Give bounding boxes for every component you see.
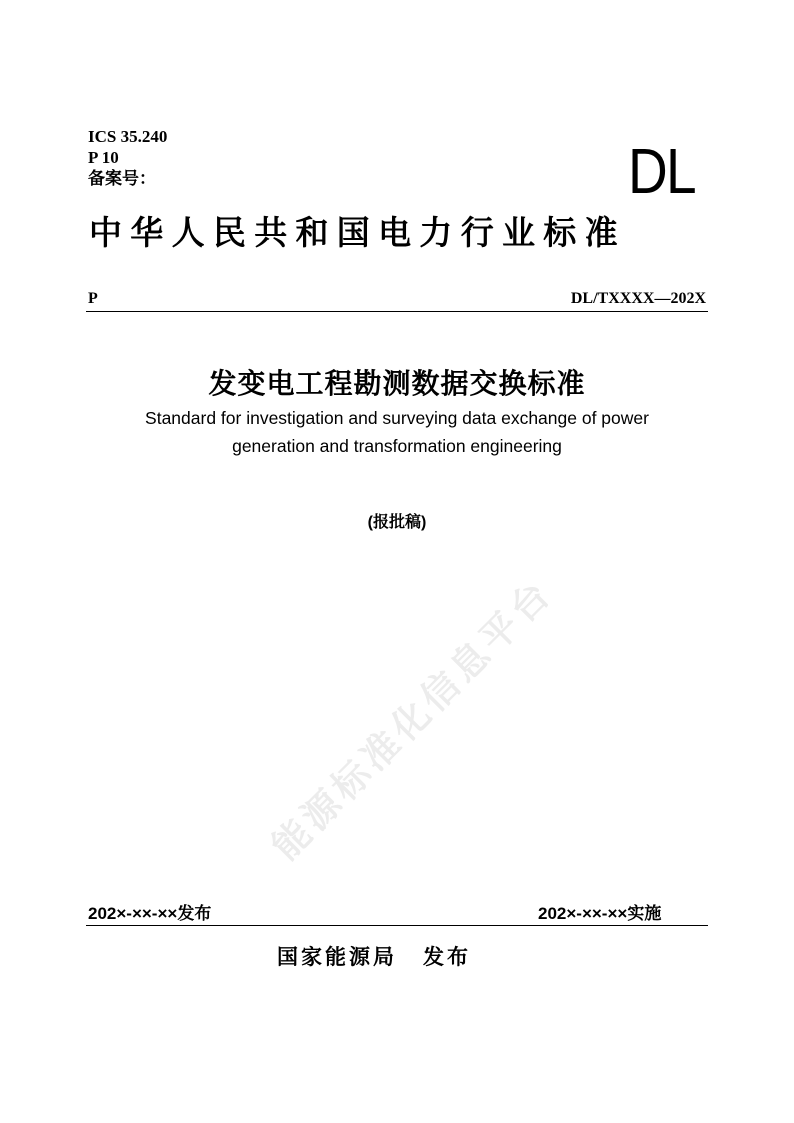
draft-status: (报批稿) (367, 514, 427, 531)
implement-date: 202×-××-××实施 (538, 904, 662, 923)
classification-block (88, 126, 167, 189)
document-title-english (0, 404, 794, 460)
issuer-line (277, 941, 471, 971)
ccs-code: P 10 (88, 148, 119, 167)
watermark: 能源标准化信息平台 (264, 571, 561, 868)
english-title-line-1: Standard for investigation and surveying data exchange of power (145, 408, 649, 428)
standard-type-heading: 中华人民共和国电力行业标准 (89, 214, 626, 251)
header-divider (86, 311, 708, 312)
standard-mark: DL (628, 135, 695, 207)
english-title-line-2: generation and transformation engineering (232, 436, 562, 456)
document-title-chinese: 发变电工程勘测数据交换标准 (208, 368, 586, 399)
record-number-label: 备案号： (88, 169, 156, 188)
standard-number: DL/TXXXX—202X (570, 290, 706, 307)
issuer-name: 国家能源局 (277, 946, 397, 969)
footer-divider (86, 925, 708, 926)
ics-code: ICS 35.240 (88, 127, 168, 146)
publish-date: 202×-××-××发布 (88, 904, 212, 923)
issue-label: 发布 (423, 946, 471, 969)
class-code: P (88, 290, 98, 307)
